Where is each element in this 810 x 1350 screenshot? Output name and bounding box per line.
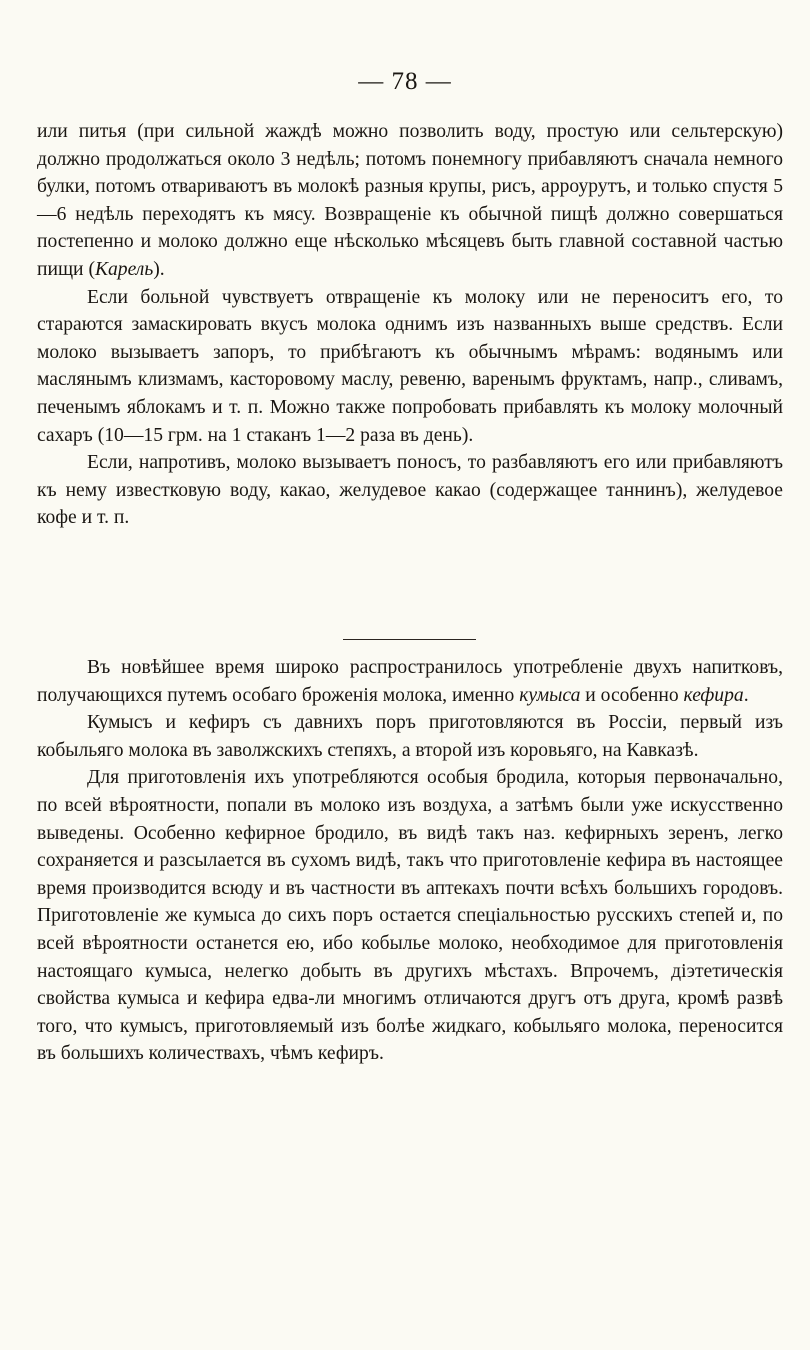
paragraph-diarrhea: Если, напротивъ, молоко вызываетъ поносъ, то разбавляютъ его или прибавляютъ къ нему известковую воду, какао, желудевое какао (содержащее таннинъ), желудевое кофе и т. п. xyxy=(37,452,783,529)
page-number: — 78 — xyxy=(358,68,452,95)
section-divider xyxy=(343,639,476,640)
term-kumys: кумыса xyxy=(519,684,581,706)
paragraph-preparation: Для приготовленія ихъ употребляются особыя бродила, которыя первоначально, по всей вѣроятности, попали въ молоко изъ воздуха, а затѣмъ были уже искусственно выведены. Особенно кефирное бродило, въ видѣ такъ наз. кефирныхъ зеренъ, легко сохраняется и разсылается въ сухомъ видѣ, такъ что приготовленіе кефира въ настоящее время производится всюду и въ частности въ аптекахъ почти всѣхъ большихъ городовъ. Приготовленіе же кумыса до сихъ поръ остается спеціальностью русскихъ степей и, по всей вѣроятности останется ею, ибо кобылье молоко, необходимое для приготовленія настоящаго кумыса, нелегко добыть въ другихъ мѣстахъ. Впрочемъ, діэтетическія свойства кумыса и кефира едва-ли многимъ отличаются другъ отъ друга, кромѣ развѣ того, что кумысъ, приготовляемый изъ болѣе жидкаго, кобыльяго молока, переносится въ большихъ количествахъ, чѣмъ кефиръ. xyxy=(37,767,783,1065)
citation-author: Карель xyxy=(94,258,154,280)
section-kumys-kefir xyxy=(37,654,783,1068)
paragraph-origin: Кумысъ и кефиръ съ давнихъ поръ приготовляются въ Россіи, первый изъ кобыльяго молока въ заволжскихъ степяхъ, а второй изъ коровьяго, на Кавказѣ. xyxy=(37,712,783,761)
section-milk-diet xyxy=(37,118,783,532)
paragraph-constipation: Если больной чувствуетъ отвращеніе къ молоку или не переноситъ его, то стараются замаскировать вкусъ молока однимъ изъ названныхъ выше средствъ. Если молоко вызываетъ запоръ, то прибѣгаютъ къ обычнымъ мѣрамъ: водянымъ или маслянымъ клизмамъ, касторовому маслу, ревеню, варенымъ фруктамъ, напр., сливамъ, печенымъ яблокамъ и т. п. Можно также попробовать прибавлять къ молоку молочный сахаръ (10—15 грм. на 1 стаканъ 1—2 раза въ день). xyxy=(37,286,783,446)
paragraph-text-middle: и особенно xyxy=(580,684,684,706)
paragraph-text: или питья (при сильной жаждѣ можно позволить воду, простую или сельтерскую) должно продолжаться около 3 недѣль; потомъ понемногу прибавляютъ сначала немного булки, потомъ отвариваютъ въ молокѣ разныя крупы, рисъ, арроурутъ, и только спустя 5—6 недѣль переходятъ къ мясу. Возвращеніе къ обычной пищѣ должно совершаться постепенно и молоко должно еще нѣсколько мѣсяцевъ быть главной составной частью пищи ( xyxy=(37,121,783,280)
term-kefir: кефира xyxy=(683,684,744,706)
paragraph-text-end: ). xyxy=(153,258,165,280)
paragraph-text-end: . xyxy=(743,684,749,706)
paragraph-milk-diet-duration xyxy=(37,118,783,284)
paragraph-text: Въ новѣйшее время широко распространилось употребленіе двухъ напитковъ, получающихся путемъ особаго броженія молока, именно xyxy=(37,657,783,706)
paragraph-fermented-drinks-intro xyxy=(37,654,783,709)
